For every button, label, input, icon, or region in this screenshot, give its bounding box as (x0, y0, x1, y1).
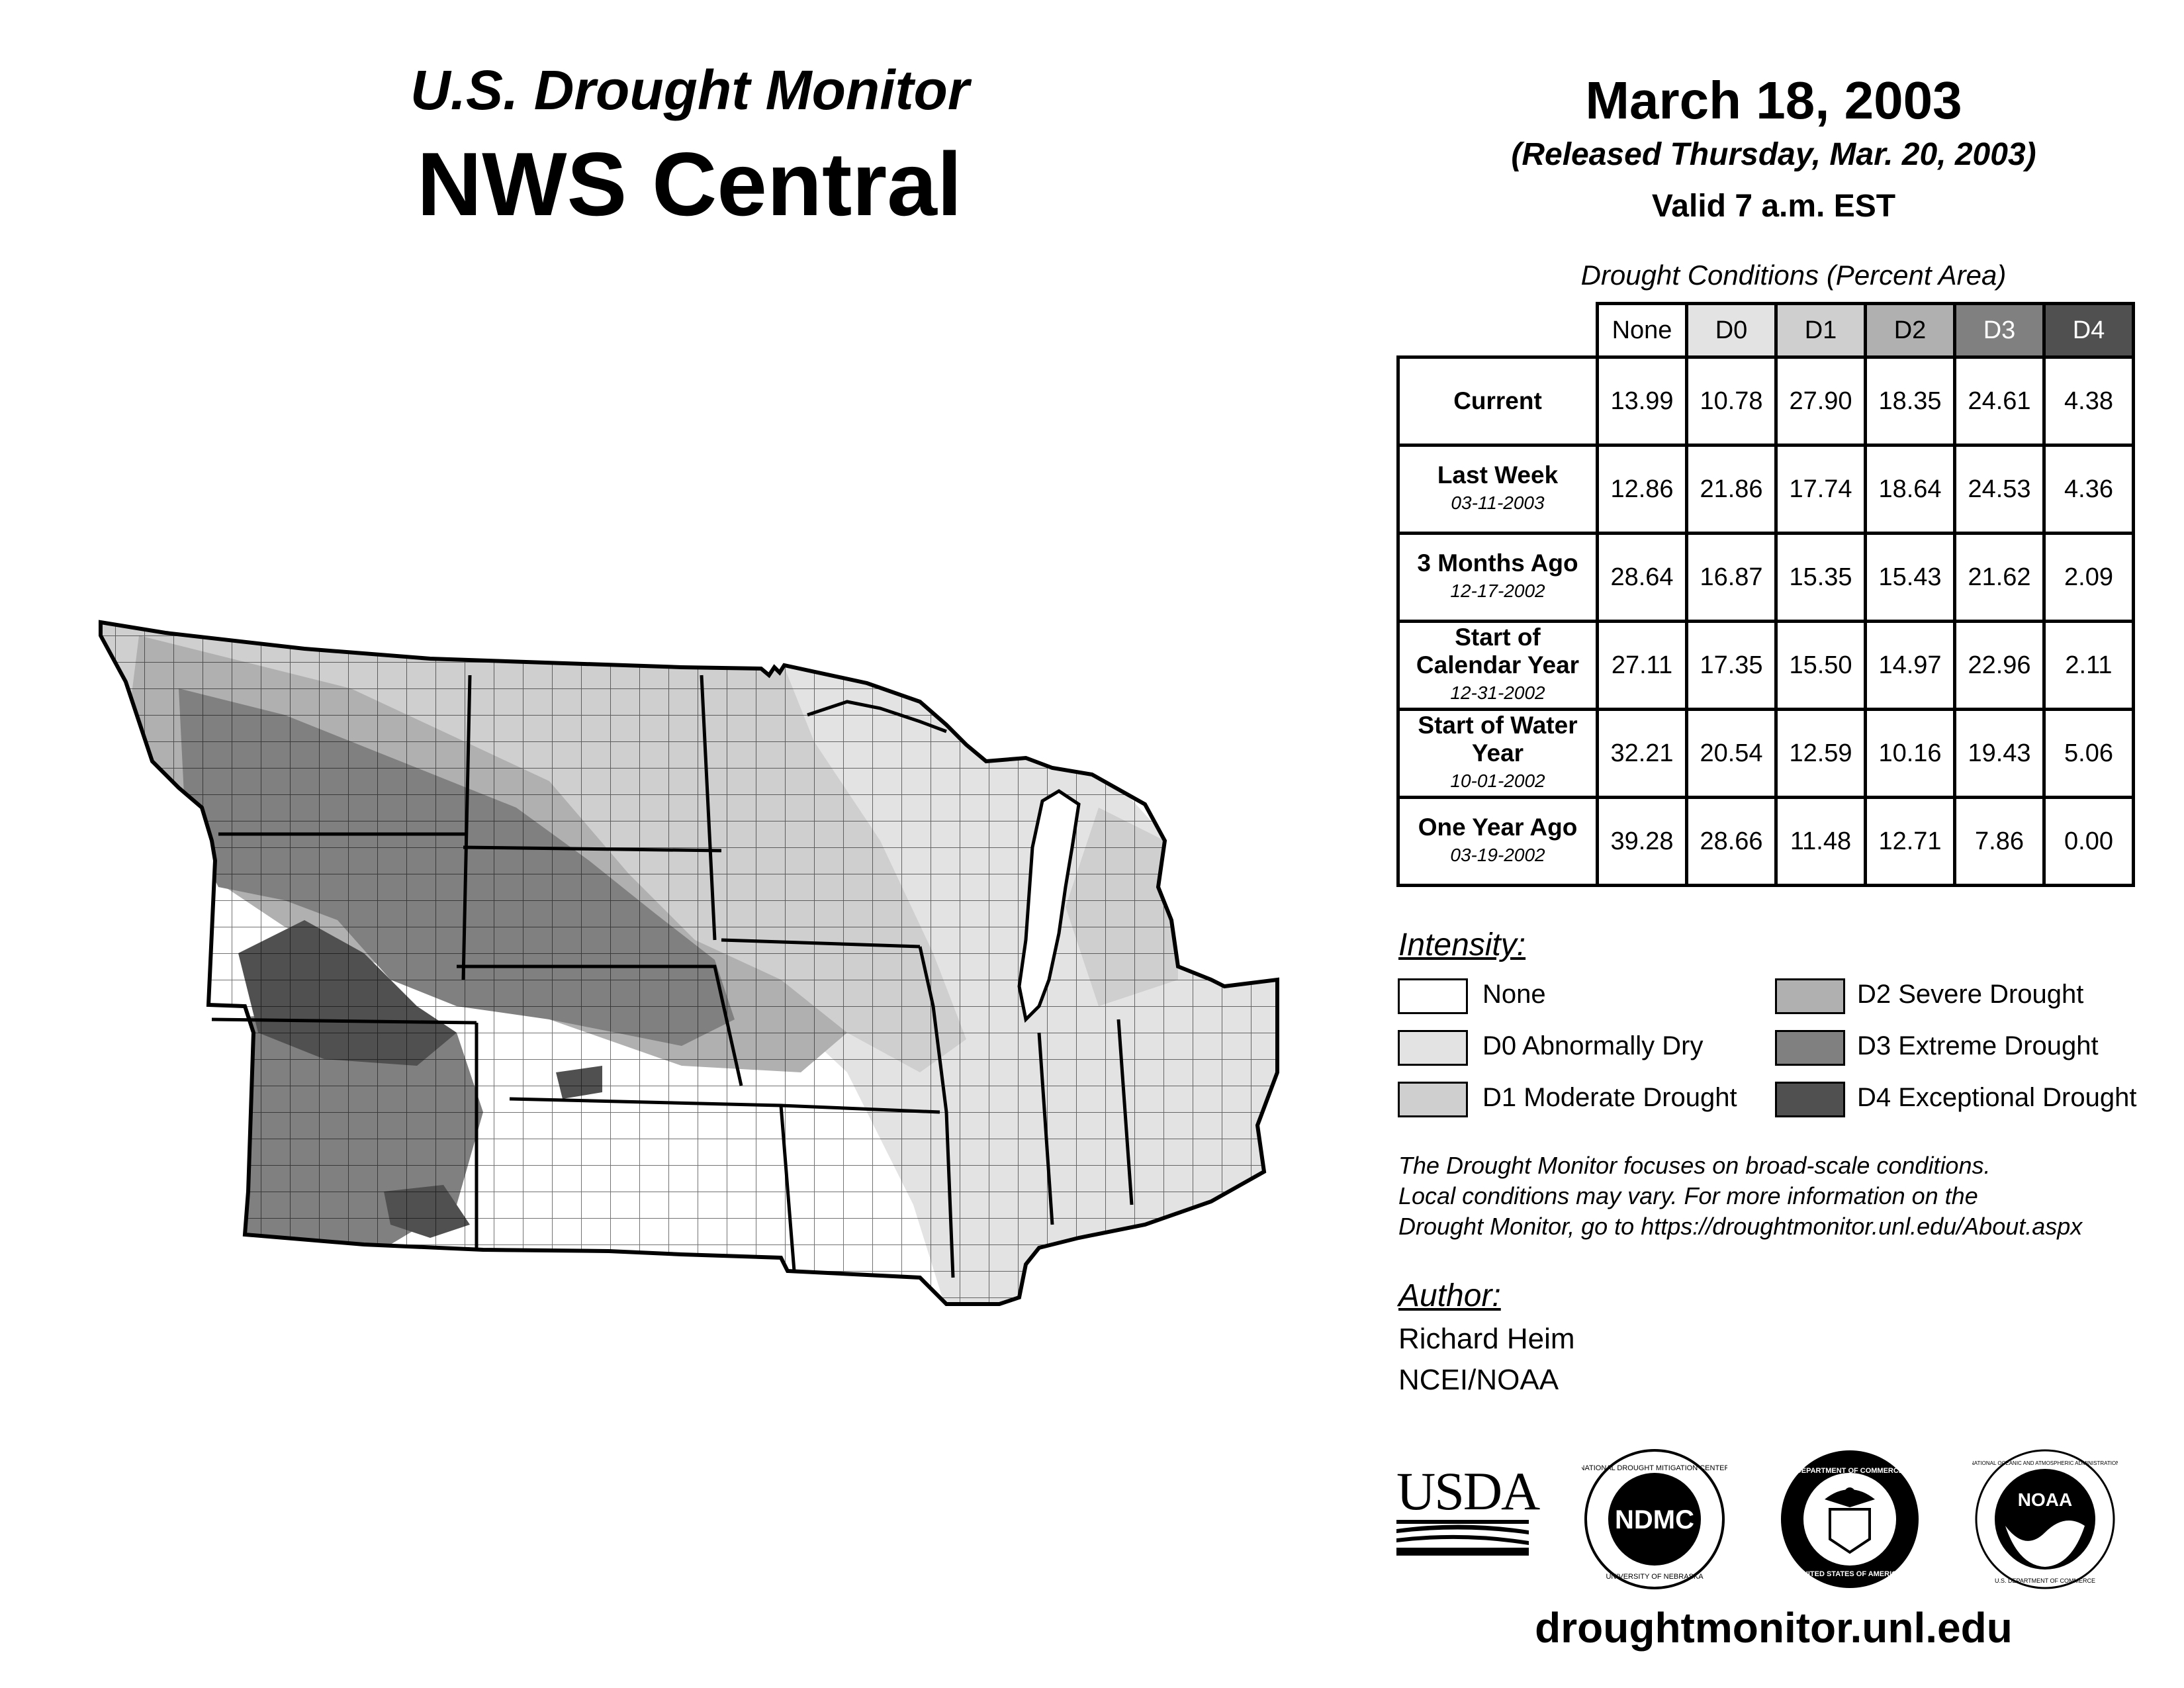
valid-time: Valid 7 a.m. EST (1651, 189, 1896, 224)
table-cell: 22.96 (1955, 622, 2044, 710)
table-cell: 10.78 (1687, 357, 1776, 445)
ndmc-logo (1582, 1446, 1727, 1592)
row-label-text: Start of Calendar Year (1416, 624, 1580, 679)
table-cell: 15.50 (1776, 622, 1866, 710)
table-cell: 32.21 (1598, 710, 1687, 798)
disclaimer-note (1398, 1150, 2082, 1242)
row-label (1398, 710, 1598, 798)
row-label-date: 12-31-2002 (1450, 682, 1545, 703)
release-date: (Released Thursday, Mar. 20, 2003) (1511, 137, 2036, 172)
legend-label-none: None (1482, 980, 1546, 1009)
table-cell: 2.09 (2044, 534, 2134, 622)
ndmc-ring-bottom: UNIVERSITY OF NEBRASKA (1606, 1573, 1704, 1581)
row-label (1398, 798, 1598, 886)
legend-swatch-none (1398, 978, 1468, 1014)
table-cell: 12.59 (1776, 710, 1866, 798)
row-label-date: 10-01-2002 (1450, 771, 1545, 791)
table-cell: 28.64 (1598, 534, 1687, 622)
noaa-ring-top: NATIONAL OCEANIC AND ATMOSPHERIC ADMINISTRATION (1972, 1460, 2118, 1466)
table-cell: 4.38 (2044, 357, 2134, 445)
table-row (1398, 357, 2134, 445)
row-label-date: 03-19-2002 (1450, 845, 1545, 865)
table-cell: 2.11 (2044, 622, 2134, 710)
region-title: NWS Central (417, 134, 962, 234)
table-cell: 11.48 (1776, 798, 1866, 886)
table-cell: 17.74 (1776, 445, 1866, 534)
note-line-3: Drought Monitor, go to https://droughtmonitor.unl.edu/About.aspx (1398, 1213, 2083, 1240)
table-header-row (1398, 304, 2134, 357)
ndmc-logo-text: NDMC (1615, 1505, 1694, 1534)
usda-logo-text: USDA (1396, 1463, 1529, 1524)
drought-conditions-table (1396, 302, 2135, 887)
commerce-seal (1777, 1446, 1923, 1592)
legend-label-d4: D4 Exceptional Drought (1857, 1083, 2137, 1112)
row-label-date: 12-17-2002 (1450, 581, 1545, 601)
table-cell: 5.06 (2044, 710, 2134, 798)
legend-label-d2: D2 Severe Drought (1857, 980, 2084, 1009)
table-cell: 28.66 (1687, 798, 1776, 886)
author-name: Richard Heim (1398, 1323, 1575, 1355)
footer-url[interactable]: droughtmonitor.unl.edu (1535, 1604, 2013, 1652)
table-cell: 21.62 (1955, 534, 2044, 622)
col-header-none: None (1598, 304, 1687, 357)
legend-heading: Intensity: (1398, 927, 1526, 962)
table-cell: 14.97 (1866, 622, 1955, 710)
col-header-d1: D1 (1776, 304, 1866, 357)
table-row (1398, 710, 2134, 798)
map-date: March 18, 2003 (1585, 71, 1962, 130)
legend-label-d3: D3 Extreme Drought (1857, 1031, 2099, 1060)
row-label-text: Start of Water Year (1418, 712, 1578, 767)
table-row (1398, 445, 2134, 534)
table-row (1398, 798, 2134, 886)
legend-swatch-d3 (1775, 1030, 1845, 1066)
legend-swatch-d4 (1775, 1082, 1845, 1117)
table-caption: Drought Conditions (Percent Area) (1580, 259, 2007, 291)
table-cell: 0.00 (2044, 798, 2134, 886)
table-corner (1398, 304, 1598, 357)
table-cell: 27.11 (1598, 622, 1687, 710)
table-cell: 18.64 (1866, 445, 1955, 534)
author-org: NCEI/NOAA (1398, 1364, 1559, 1396)
legend-swatch-d2 (1775, 978, 1845, 1014)
table-cell: 24.53 (1955, 445, 2044, 534)
monitor-title: U.S. Drought Monitor (410, 59, 970, 121)
noaa-logo (1972, 1446, 2118, 1592)
table-cell: 15.35 (1776, 534, 1866, 622)
col-header-d4: D4 (2044, 304, 2134, 357)
table-cell: 21.86 (1687, 445, 1776, 534)
table-row (1398, 622, 2134, 710)
row-label (1398, 534, 1598, 622)
usda-logo-stripes (1396, 1524, 1529, 1557)
table-cell: 16.87 (1687, 534, 1776, 622)
county-boundaries (86, 609, 1297, 1311)
drought-map (86, 609, 1297, 1311)
table-cell: 12.71 (1866, 798, 1955, 886)
col-header-d0: D0 (1687, 304, 1776, 357)
row-label-text: Last Week (1437, 461, 1559, 489)
table-cell: 19.43 (1955, 710, 2044, 798)
legend-label-d0: D0 Abnormally Dry (1482, 1031, 1704, 1060)
ndmc-ring-top: NATIONAL DROUGHT MITIGATION CENTER (1582, 1464, 1727, 1472)
row-label (1398, 445, 1598, 534)
note-line-1: The Drought Monitor focuses on broad-scale conditions. (1398, 1152, 1991, 1179)
col-header-d3: D3 (1955, 304, 2044, 357)
row-label (1398, 622, 1598, 710)
table-cell: 4.36 (2044, 445, 2134, 534)
doc-ring-bottom: UNITED STATES OF AMERICA (1797, 1570, 1903, 1578)
row-label-text: Current (1453, 387, 1542, 414)
legend-swatch-d1 (1398, 1082, 1468, 1117)
table-cell: 20.54 (1687, 710, 1776, 798)
noaa-ring-bottom: U.S. DEPARTMENT OF COMMERCE (1994, 1577, 2096, 1584)
table-cell: 27.90 (1776, 357, 1866, 445)
row-label-date: 03-11-2003 (1451, 492, 1545, 513)
table-cell: 39.28 (1598, 798, 1687, 886)
table-cell: 12.86 (1598, 445, 1687, 534)
table-cell: 24.61 (1955, 357, 2044, 445)
col-header-d2: D2 (1866, 304, 1955, 357)
table-cell: 13.99 (1598, 357, 1687, 445)
table-cell: 18.35 (1866, 357, 1955, 445)
row-label-text: 3 Months Ago (1417, 549, 1578, 577)
legend-swatch-d0 (1398, 1030, 1468, 1066)
author-heading: Author: (1398, 1278, 1501, 1313)
usda-logo (1396, 1461, 1539, 1562)
legend-label-d1: D1 Moderate Drought (1482, 1083, 1737, 1112)
table-cell: 15.43 (1866, 534, 1955, 622)
note-line-2: Local conditions may vary. For more information on the (1398, 1182, 1978, 1209)
table-cell: 10.16 (1866, 710, 1955, 798)
row-label (1398, 357, 1598, 445)
table-cell: 7.86 (1955, 798, 2044, 886)
row-label-text: One Year Ago (1418, 814, 1578, 841)
doc-ring-top: DEPARTMENT OF COMMERCE (1796, 1467, 1904, 1475)
table-cell: 17.35 (1687, 622, 1776, 710)
table-row (1398, 534, 2134, 622)
noaa-logo-text: NOAA (2017, 1489, 2073, 1510)
